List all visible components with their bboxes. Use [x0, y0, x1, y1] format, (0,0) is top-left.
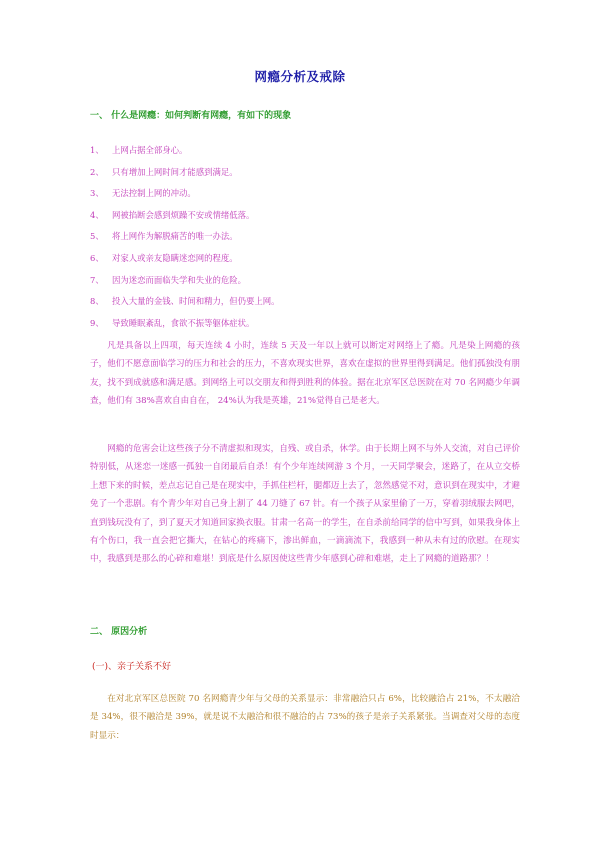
list-item: [90, 248, 280, 270]
subsection-heading: (一)、亲子关系不好: [92, 662, 172, 672]
list-item-text: 只有增加上网时间才能感到满足。: [112, 166, 238, 177]
list-item-text: 导致睡眠紊乱，食欲不振等躯体症状。: [112, 317, 255, 328]
list-item-text: 无法控制上网的冲动。: [112, 188, 196, 199]
document-title: 网瘾分析及戒除: [254, 69, 346, 84]
list-item-text: 因为迷恋而面临失学和失业的危险。: [112, 274, 246, 285]
list-item: [90, 205, 280, 227]
list-item-number: 8、: [90, 296, 104, 307]
list-item-text: 网被掐断会感到烦躁不安或情绪低落。: [112, 209, 255, 220]
paragraph-parent-relations: 在对北京军区总医院 70 名网瘾青少年与父母的关系显示：非常融洽只占 6%，比较融洽占 21%，不太融洽是 34%，很不融洽是 39%，就是说不太融洽和很不融洽的占 73%的孩子是亲子关系紧张。当调查对父母的态度时显示：: [90, 694, 520, 741]
list-item-text: 投入大量的金钱、时间和精力，但仍要上网。: [112, 296, 280, 307]
list-item-text: 上网占据全部身心。: [112, 145, 188, 155]
section-1-heading: 一、 什么是网瘾：如何判断有网瘾，有如下的现象: [90, 111, 292, 121]
list-item: [90, 162, 280, 184]
list-item-number: 1、: [90, 145, 104, 155]
list-item: [90, 226, 280, 248]
section-2-heading: 二、 原因分析: [90, 627, 148, 637]
list-item-number: 9、: [90, 317, 104, 328]
list-item-number: 2、: [90, 166, 104, 177]
list-item-number: 5、: [90, 231, 104, 242]
list-item: [90, 183, 280, 205]
list-item: [90, 140, 280, 162]
list-item-text: 将上网作为解脱痛苦的唯一办法。: [112, 231, 238, 242]
list-item-number: 4、: [90, 209, 104, 220]
list-item: [90, 270, 280, 292]
paragraph-criteria: 凡是具备以上四项，每天连续 4 小时，连续 5 天及一年以上就可以断定对网络上了瘾。凡是染上网瘾的孩子，他们不愿意面临学习的压力和社会的压力，不喜欢现实世界，喜欢在虚拟的世界里得到满足。他们孤独没有朋友，找不到成就感和满足感。到网络上可以交朋友和得到胜利的体验。据在北京军区总医院在对 70 名网瘾少年调查，他们有 38%喜欢自由自在， 24%认为我是英雄，21%觉得自己是老大。: [90, 341, 520, 407]
list-item-number: 7、: [90, 274, 104, 285]
list-item: [90, 291, 280, 313]
list-item-number: 3、: [90, 188, 104, 199]
list-item-number: 6、: [90, 252, 104, 263]
symptom-list: [90, 140, 280, 334]
list-item: [90, 313, 280, 335]
list-item-text: 对家人或亲友隐瞒迷恋网的程度。: [112, 252, 238, 263]
paragraph-harms: 网瘾的危害会让这些孩子分不清虚拟和现实，自残、或自杀，休学。由于长期上网不与外人交流，对自己评价特别低，从迷恋一迷感一孤独一自闭最后自杀！有个少年连续网游 3 个月，一天同学聚会，迷路了，在从立交桥上想下来的时候，差点忘记自己是在现实中，手抓住栏杆，腿都迈上去了，忽然感觉不对，意识到在现实中，才避免了一个悲剧。有个青少年对自己身上割了 44 刀缝了 67 针。有一个孩子从家里偷了一万，穿着羽绒服去网吧，直到钱玩没有了，到了夏天才知道回家换衣服。甘肃一名高一的学生，在自杀前给同学的信中写到，如果我身体上有个伤口，我一直会把它撕大，在钻心的疼痛下，渗出鲜血，一滴滴流下，我感到一种从未有过的欣慰。在现实中，我感到是那么的心碎和难堪！到底是什么原因使这些青少年感到心碎和难堪，走上了网瘾的道路那？！: [90, 444, 520, 565]
